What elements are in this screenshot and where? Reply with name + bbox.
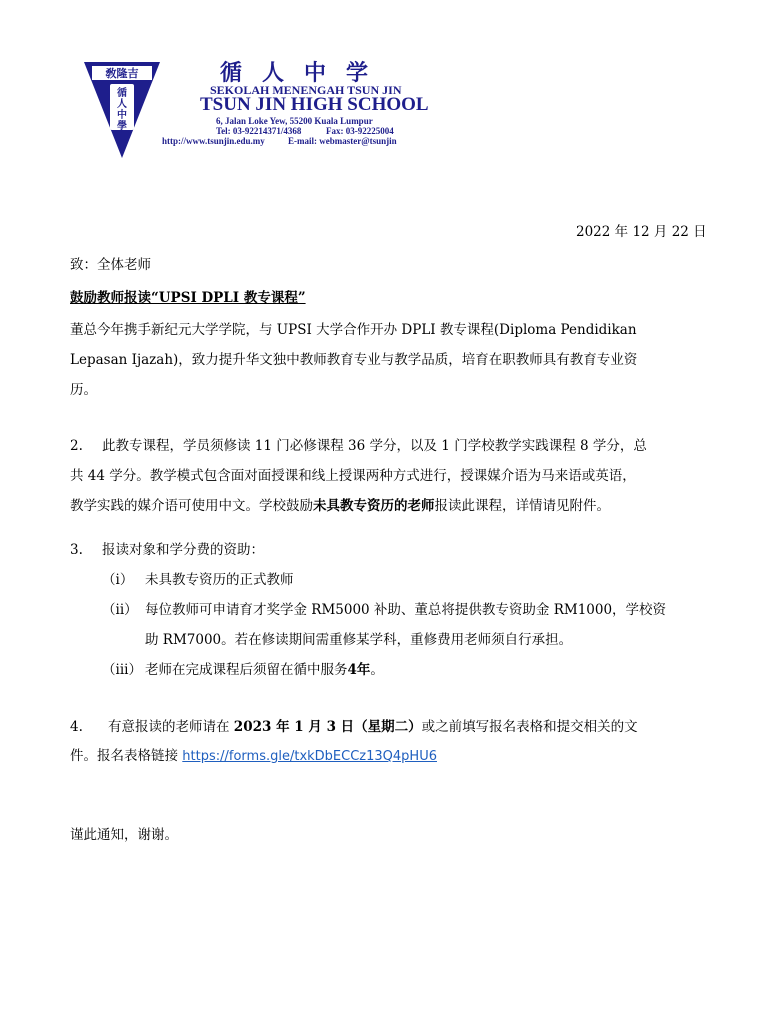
item-i-text: 未具教专资历的正式教师 [145, 572, 294, 588]
paragraph-1-line-2: Lepasan Ijazah)，致力提升华文独中教师教育专业与教学品质，培育在职教师具有教育专业资 [70, 352, 638, 368]
school-phone: Tel: 03-92214371/4368 [216, 126, 302, 136]
item-i-label: （i） [102, 572, 134, 588]
paragraph-3-title: 报读对象和学分费的资助： [102, 542, 264, 558]
letter-subject: 鼓励教师报读“UPSI DPLI 教专课程” [70, 290, 306, 306]
school-fax: Fax: 03-92225004 [326, 126, 394, 136]
school-address: 6, Jalan Loke Yew, 55200 Kuala Lumpur [216, 116, 373, 126]
paragraph-2-line-2: 共 44 学分。教学模式包含面对面授课和线上授课两种方式进行，授课媒介语为马来语或英语， [70, 468, 636, 484]
letter-date: 2022 年 12 月 22 日 [576, 224, 707, 240]
item-ii-line-2: 助 RM7000。若在修读期间需重修某学科，重修费用老师须自行承担。 [145, 632, 573, 648]
school-website: http://www.tsunjin.edu.my [162, 136, 265, 146]
registration-form-link[interactable]: https://forms.gle/txkDbECCz13Q4pHU6 [182, 749, 437, 764]
paragraph-1-line-3: 历。 [70, 382, 97, 398]
emphasis-deadline: 2023 年 1 月 3 日（星期二） [233, 719, 422, 735]
paragraph-2-number: 2. [70, 438, 83, 454]
svg-text:循: 循 [117, 88, 127, 99]
svg-text:中: 中 [117, 110, 127, 121]
svg-text:人: 人 [117, 99, 127, 110]
item-ii-label: （ii） [102, 602, 138, 618]
paragraph-3-number: 3. [70, 542, 83, 558]
paragraph-4-line-2: 件。报名表格链接 https://forms.gle/txkDbECCz13Q4pHU6 [70, 748, 437, 764]
school-email: E-mail: webmaster@tsunjin [288, 136, 397, 146]
item-iii-label: （iii） [102, 662, 142, 678]
logo-text-top: 敎隆吉 [105, 67, 139, 80]
school-name-chinese: 循人中学 [220, 60, 389, 85]
school-name-english: TSUN JIN HIGH SCHOOL [200, 94, 429, 115]
paragraph-4-number: 4. [70, 719, 83, 735]
item-ii-line-1: 每位教师可申请育才奖学金 RM5000 补助、董总将提供教专资助金 RM1000，学校资 [145, 602, 667, 618]
emphasis-untrained-teachers: 未具教专资历的老师 [313, 498, 435, 514]
school-name-malay: SEKOLAH MENENGAH TSUN JIN [210, 83, 402, 97]
svg-text:學: 學 [117, 121, 127, 132]
paragraph-1-line-1: 董总今年携手新纪元大学学院，与 UPSI 大学合作开办 DPLI 教专课程(Diploma Pendidikan [70, 322, 637, 338]
paragraph-2-line-1: 此教专课程，学员须修读 11 门必修课程 36 学分，以及 1 门学校教学实践课程 8 学分，总 [102, 438, 647, 454]
paragraph-4-line-1: 有意报读的老师请在 2023 年 1 月 3 日（星期二）或之前填写报名表格和提交相关的文 [108, 719, 638, 735]
school-logo [82, 60, 162, 160]
closing-remark: 谨此通知，谢谢。 [70, 827, 178, 843]
item-iii-text: 老师在完成课程后须留在循中服务4年。 [145, 662, 384, 678]
recipient: 致：全体老师 [70, 257, 151, 273]
emphasis-four-years: 4年 [347, 662, 371, 678]
paragraph-2-line-3: 教学实践的媒介语可使用中文。学校鼓励未具教专资历的老师报读此课程，详情请见附件。 [70, 498, 610, 514]
